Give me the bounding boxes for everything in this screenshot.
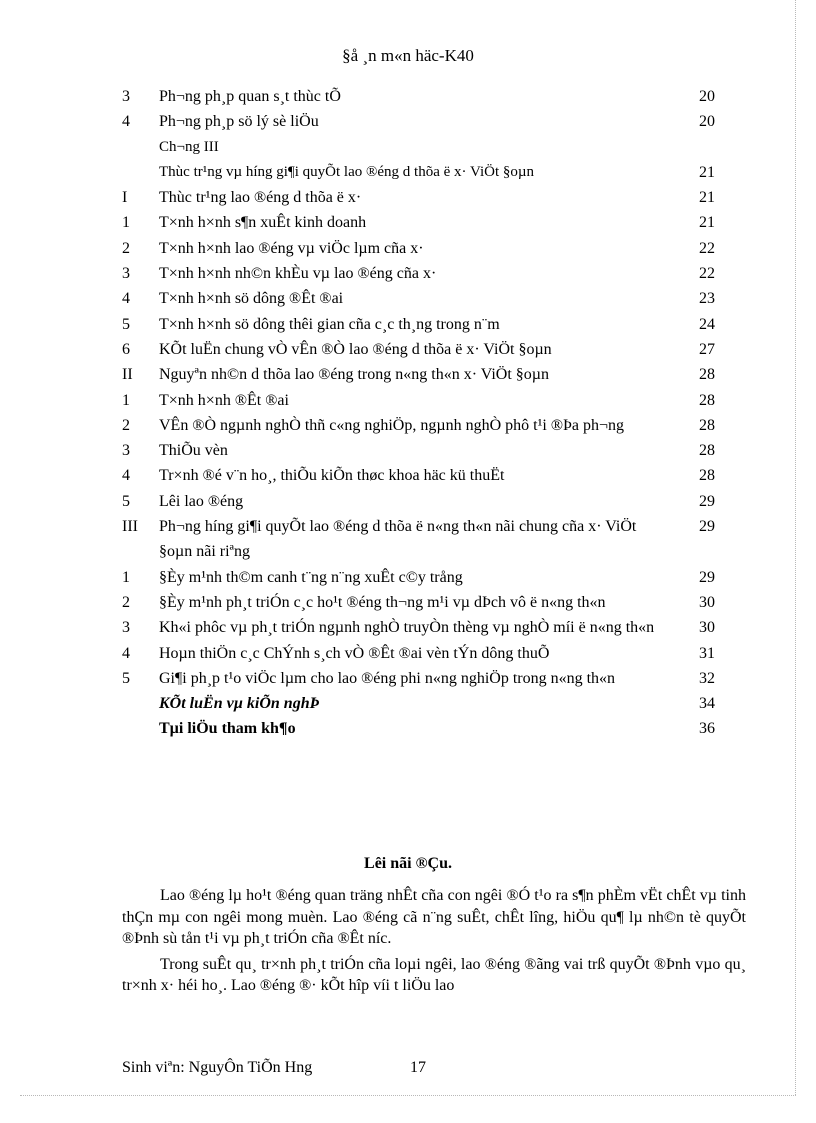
toc-entry-title: VÊn ®Ò ngµnh nghÒ thñ c«ng nghiÖp, ngµnh nghÒ phô t¹i ®Þa ph¬ng <box>159 416 624 434</box>
toc-entry-number: 5 <box>122 492 130 510</box>
toc-entry-number: 3 <box>122 619 130 637</box>
toc-entry-number: 3 <box>122 265 130 283</box>
toc-entry-page: 30 <box>699 593 715 611</box>
toc-entry-number: I <box>122 189 128 207</box>
toc-entry <box>122 489 715 514</box>
toc-entry-title: T×nh h×nh sö dông thêi gian cña c¸c th¸ng trong n¨m <box>159 315 500 333</box>
toc-entry-title: Lêi lao ®éng <box>159 492 244 510</box>
page-number: 17 <box>410 1059 426 1076</box>
toc-entry-page: 28 <box>699 467 715 485</box>
toc-entry-page: 28 <box>699 442 715 460</box>
toc-entry-number: 1 <box>122 214 130 232</box>
toc-entry-title: KÕt luËn vµ kiÕn nghÞ <box>159 695 320 713</box>
paragraph: Trong suÊt qu¸ tr×nh ph¸t triÓn cña loµi ngêi, lao ®éng ®ãng vai trß quyÕt ®Þnh vµo qu¸ tr×nh x· héi ho¸. Lao ®éng ®· kÕt hîp víi t liÖu lao <box>122 955 746 994</box>
toc-entry-title: Ph¬ng ph¸p quan s¸t thùc tÕ <box>159 88 341 105</box>
toc-entry <box>122 666 715 691</box>
toc-entry-title: T×nh h×nh ®Êt ®ai <box>159 391 289 409</box>
toc-entry-number: 1 <box>122 391 130 409</box>
toc-entry-title: Hoµn thiÖn c¸c ChÝnh s¸ch vÒ ®Êt ®ai vèn tÝn dông thuÕ <box>159 644 550 662</box>
toc-entry <box>122 261 715 286</box>
toc-entry <box>122 413 715 438</box>
toc-entry-number: 3 <box>122 88 130 105</box>
page-header: §å ¸n m«n häc-K40 <box>342 46 474 65</box>
toc-entry-title: Tr×nh ®é v¨n ho¸, thiÕu kiÕn thøc khoa häc kü thuËt <box>159 467 505 485</box>
toc-entry <box>122 185 715 210</box>
toc-entry-page: 36 <box>699 720 715 738</box>
toc-entry-title: Tµi liÖu tham kh¶o <box>159 720 296 738</box>
toc-entry <box>122 565 715 590</box>
toc-entry-title: Thùc tr¹ng vµ híng gi¶i quyÕt lao ®éng d thõa ë x· ViÖt §oµn <box>159 163 534 180</box>
toc-entry-number: 2 <box>122 416 130 434</box>
toc-entry <box>122 236 715 261</box>
toc-entry-title: Ph¬ng híng gi¶i quyÕt lao ®éng d thõa ë n«ng th«n nãi chung cña x· ViÖt §oµn nãi riªng <box>159 518 637 561</box>
toc-entry <box>122 160 715 185</box>
toc-entry-page: 28 <box>699 391 715 409</box>
toc-entry <box>122 514 715 565</box>
toc-entry-title: Kh«i phôc vµ ph¸t triÓn ngµnh nghÒ truyÒn thèng vµ nghÒ míi ë n«ng th«n <box>159 619 655 637</box>
toc-entry <box>122 641 715 666</box>
toc-entry-number: 6 <box>122 340 130 358</box>
toc-entry-page: 28 <box>699 366 715 384</box>
page-border-right <box>795 0 796 1095</box>
toc-entry-page: 29 <box>699 492 715 510</box>
toc-entry-number: 5 <box>122 315 130 333</box>
toc-entry-page: 34 <box>699 695 715 713</box>
toc-entry-page: 21 <box>699 214 715 232</box>
toc-entry-title: ThiÕu vèn <box>159 442 228 460</box>
toc-entry <box>122 312 715 337</box>
toc-entry <box>122 388 715 413</box>
toc-entry-page: 27 <box>699 340 715 358</box>
toc-entry-number: 3 <box>122 442 130 460</box>
toc-entry-title: §Èy m¹nh th©m canh t¨ng n¨ng xuÊt c©y trång <box>159 568 463 586</box>
toc-entry <box>122 590 715 615</box>
toc-entry-page: 29 <box>699 518 715 536</box>
table-of-contents <box>122 84 715 742</box>
toc-entry-page: 22 <box>699 239 715 257</box>
toc-entry-title: Ch¬ng III <box>159 138 219 155</box>
toc-entry-page: 31 <box>699 644 715 662</box>
toc-entry <box>122 463 715 488</box>
toc-entry-number: 4 <box>122 644 130 662</box>
toc-entry-number: 2 <box>122 239 130 257</box>
toc-entry-title: KÕt luËn chung vÒ vÊn ®Ò lao ®éng d thõa ë x· ViÖt §oµn <box>159 340 552 358</box>
toc-entry-title: Nguyªn nh©n d thõa lao ®éng trong n«ng th«n x· ViÖt §oµn <box>159 366 549 384</box>
toc-entry-page: 32 <box>699 669 715 687</box>
toc-entry-page: 20 <box>699 113 715 131</box>
toc-entry <box>122 438 715 463</box>
toc-entry-page: 29 <box>699 568 715 586</box>
toc-entry-page: 30 <box>699 619 715 637</box>
toc-entry <box>122 109 715 134</box>
student-name: Sinh viªn: NguyÔn TiÕn Hng <box>122 1059 313 1076</box>
toc-entry-title: T×nh h×nh lao ®éng vµ viÖc lµm cña x· <box>159 239 424 257</box>
toc-entry-page: 21 <box>699 189 715 207</box>
toc-entry-number: II <box>122 366 133 384</box>
toc-entry-number: 4 <box>122 113 130 131</box>
toc-entry <box>122 84 715 109</box>
toc-entry-page: 24 <box>699 315 715 333</box>
toc-entry <box>122 716 715 741</box>
toc-entry-number: III <box>122 518 138 536</box>
paragraph: Lao ®éng lµ ho¹t ®éng quan träng nhÊt cña con ngêi ®Ó t¹o ra s¶n phÈm vËt chÊt vµ tinh thÇn mµ con ngêi mong muèn. Lao ®éng cã n¨ng suÊt, chÊt lîng, hiÖu qu¶ lµ nh©n tè quyÕt ®Þnh sù tån t¹i vµ ph¸t triÓn cña ®Êt níc. <box>122 887 746 947</box>
toc-entry-number: 2 <box>122 593 130 611</box>
toc-entry <box>122 337 715 362</box>
toc-entry <box>122 286 715 311</box>
toc-entry-page: 22 <box>699 265 715 283</box>
toc-entry <box>122 362 715 387</box>
toc-entry-page: 23 <box>699 290 715 308</box>
toc-entry-title: T×nh h×nh sö dông ®Êt ®ai <box>159 290 344 308</box>
toc-entry-page: 28 <box>699 416 715 434</box>
toc-entry-number: 5 <box>122 669 130 687</box>
toc-entry <box>122 691 715 716</box>
toc-entry-title: T×nh h×nh nh©n khÈu vµ lao ®éng cña x· <box>159 265 437 283</box>
page-border-bottom <box>20 1095 796 1096</box>
toc-entry <box>122 210 715 235</box>
page-footer <box>122 1059 426 1077</box>
toc-entry <box>122 615 715 640</box>
toc-entry-title: Ph¬ng ph¸p sö lý sè liÖu <box>159 113 319 131</box>
toc-entry-title: §Èy m¹nh ph¸t triÓn c¸c ho¹t ®éng th¬ng m¹i vµ dÞch vô ë n«ng th«n <box>159 593 606 611</box>
section-title: Lêi nãi ®Çu. <box>364 855 452 872</box>
toc-entry <box>122 135 715 160</box>
toc-entry-number: 4 <box>122 290 130 308</box>
toc-entry-number: 4 <box>122 467 130 485</box>
toc-entry-number: 1 <box>122 568 130 586</box>
toc-entry-title: Gi¶i ph¸p t¹o viÖc lµm cho lao ®éng phi n«ng nghiÖp trong n«ng th«n <box>159 669 616 687</box>
toc-entry-page: 20 <box>699 88 715 105</box>
toc-entry-title: T×nh h×nh s¶n xuÊt kinh doanh <box>159 214 367 232</box>
toc-entry-title: Thùc tr¹ng lao ®éng d thõa ë x· <box>159 189 362 207</box>
toc-entry-page: 21 <box>699 163 715 181</box>
body-text <box>122 885 746 1001</box>
